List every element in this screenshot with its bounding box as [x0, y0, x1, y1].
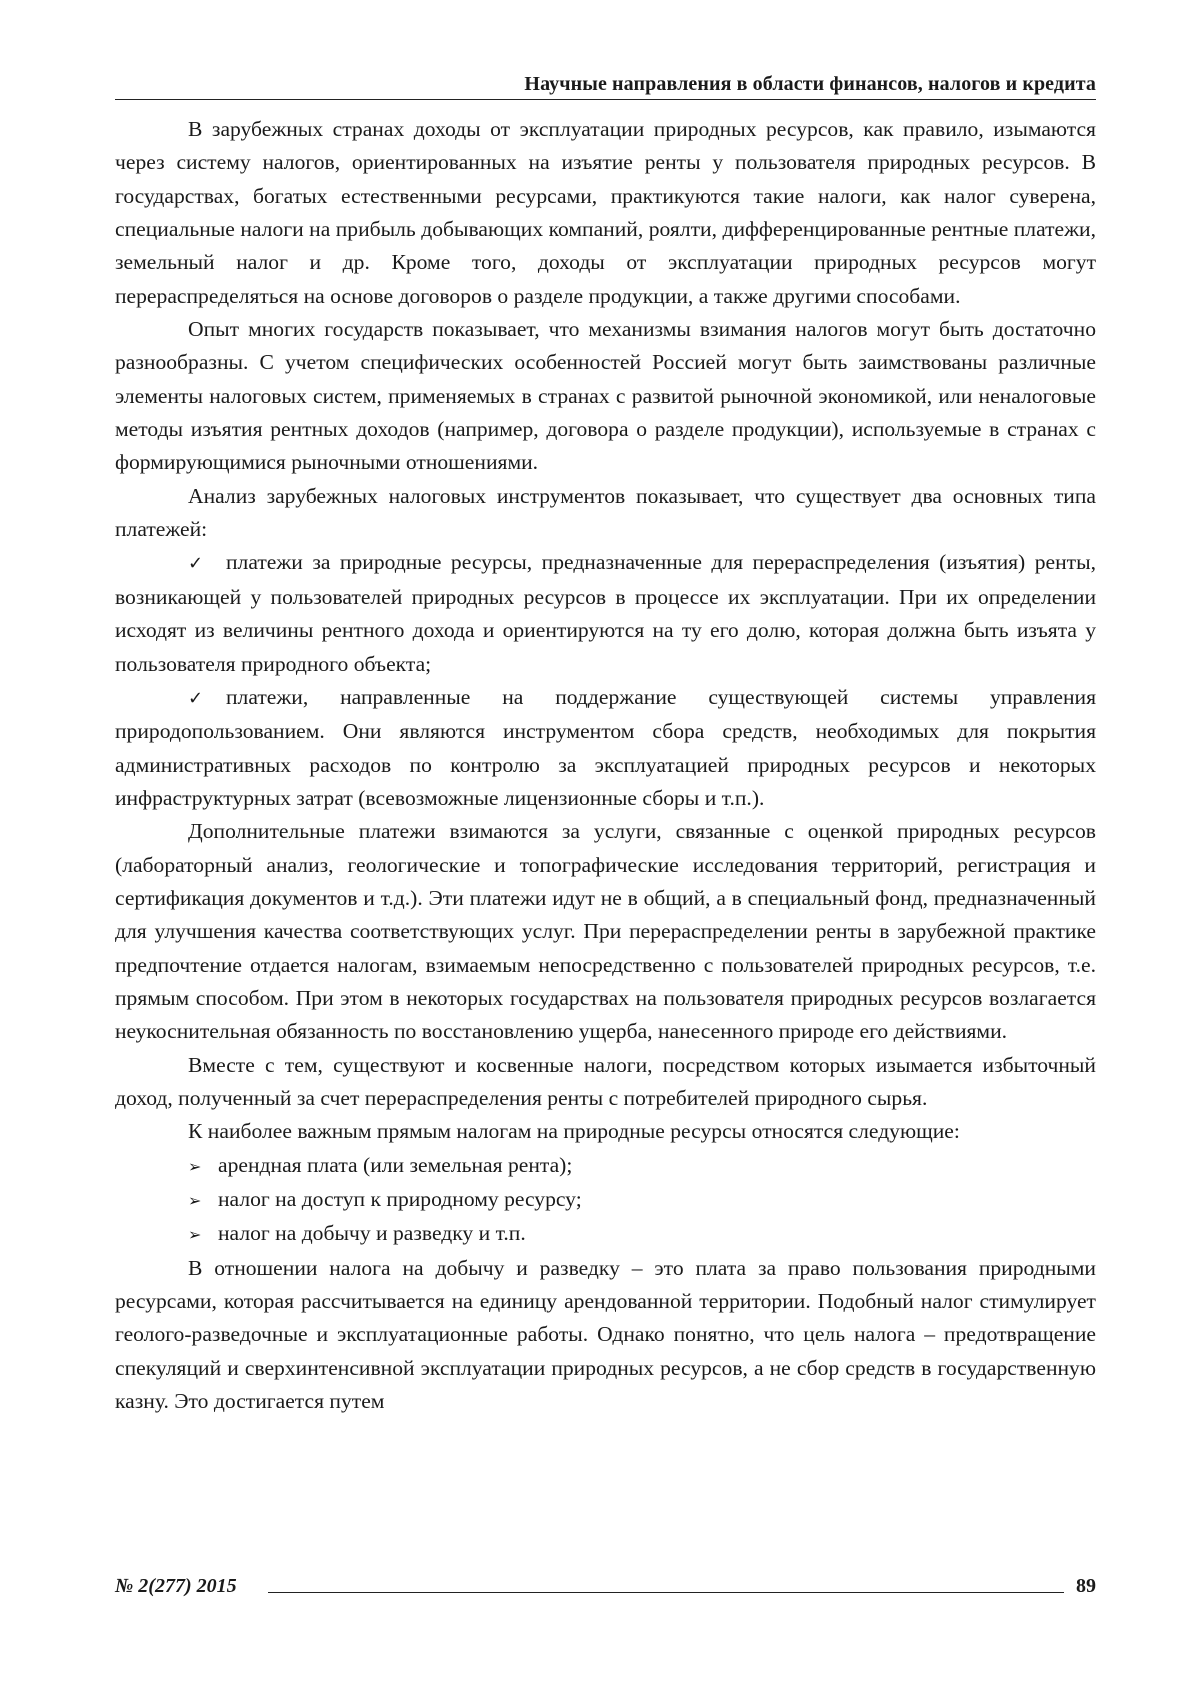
list-item [115, 546, 1096, 680]
list-item [115, 1149, 1096, 1183]
paragraph: В отношении налога на добычу и разведку – это плата за право пользования природными ресурсами, которая рассчитывается на единицу арендованной территории. Подобный налог стимулирует геолого-разведочные и эксплуатационные работы. Однако понятно, что цель налога – предотвращение спекуляций и сверхинтенсивной эксплуатации природных ресурсов, а не сбор средств в государственную казну. Это достигается путем [115, 1252, 1096, 1419]
list-item [115, 1183, 1096, 1217]
arrowhead-bullet-icon: ➢ [188, 1184, 218, 1217]
paragraph: Опыт многих государств показывает, что механизмы взимания налогов могут быть достаточно разнообразны. С учетом специфических особенностей Россией могут быть заимствованы различные элементы налоговых систем, применяемых в странах с развитой рыночной экономикой, или неналоговые методы изъятия рентных доходов (например, договора о разделе продукции), используемые в странах с формирующимися рыночными отношениями. [115, 313, 1096, 480]
page-number: 89 [1076, 1570, 1096, 1602]
list-item-text: платежи за природные ресурсы, предназначенные для перераспределения (изъятия) ренты, возникающей у пользователей природных ресурсов в процессе их эксплуатации. При их определении исходят из величины рентного дохода и ориентируются на ту его долю, которая должна быть изъята у пользователя природного объекта; [115, 550, 1096, 675]
footer-rule [268, 1592, 1064, 1593]
arrowhead-bullet-icon: ➢ [188, 1218, 218, 1251]
paragraph: В зарубежных странах доходы от эксплуатации природных ресурсов, как правило, изымаются через систему налогов, ориентированных на изъятие ренты у пользователя природных ресурсов. В государствах, богатых естественными ресурсами, практикуются такие налоги, как налог суверена, специальные налоги на прибыль добывающих компаний, роялти, дифференцированные рентные платежи, земельный налог и др. Кроме того, доходы от эксплуатации природных ресурсов могут перераспределяться на основе договоров о разделе продукции, а также другими способами. [115, 113, 1096, 313]
paragraph: Дополнительные платежи взимаются за услуги, связанные с оценкой природных ресурсов (лабораторный анализ, геологические и топографические исследования территорий, регистрация и сертификация документов и т.д.). Эти платежи идут не в общий, а в специальный фонд, предназначенный для улучшения качества соответствующих услуг. При перераспределении ренты в зарубежной практике предпочтение отдается налогам, взимаемым непосредственно с пользователей природных ресурсов, т.е. прямым способом. При этом в некоторых государствах на пользователя природных ресурсов возлагается неукоснительная обязанность по восстановлению ущерба, нанесенного природе его действиями. [115, 815, 1096, 1048]
issue-number: № 2(277) 2015 [115, 1570, 237, 1602]
paragraph: К наиболее важным прямым налогам на природные ресурсы относятся следующие: [115, 1115, 1096, 1148]
arrowhead-bullet-icon: ➢ [188, 1150, 218, 1183]
document-page [0, 0, 1200, 1698]
check-mark-icon: ✓ [188, 547, 226, 580]
running-header: Научные направления в области финансов, налогов и кредита [115, 70, 1096, 100]
list-item-text: арендная плата (или земельная рента); [218, 1153, 572, 1177]
paragraph: Вместе с тем, существуют и косвенные налоги, посредством которых изымается избыточный доход, полученный за счет перераспределения ренты с потребителей природного сырья. [115, 1049, 1096, 1116]
list-item [115, 681, 1096, 815]
list-item-text: платежи, направленные на поддержание существующей системы управления природопользованием. Они являются инструментом сбора средств, необходимых для покрытия административных расходов по контролю за эксплуатацией природных ресурсов и некоторых инфраструктурных затрат (всевозможные лицензионные сборы и т.п.). [115, 685, 1096, 810]
check-mark-icon: ✓ [188, 682, 226, 715]
list-item-text: налог на доступ к природному ресурсу; [218, 1187, 582, 1211]
page-footer [115, 1570, 1096, 1602]
body-text [115, 113, 1096, 1418]
list-item-text: налог на добычу и разведку и т.п. [218, 1221, 526, 1245]
list-item [115, 1217, 1096, 1251]
paragraph: Анализ зарубежных налоговых инструментов показывает, что существует два основных типа платежей: [115, 480, 1096, 547]
